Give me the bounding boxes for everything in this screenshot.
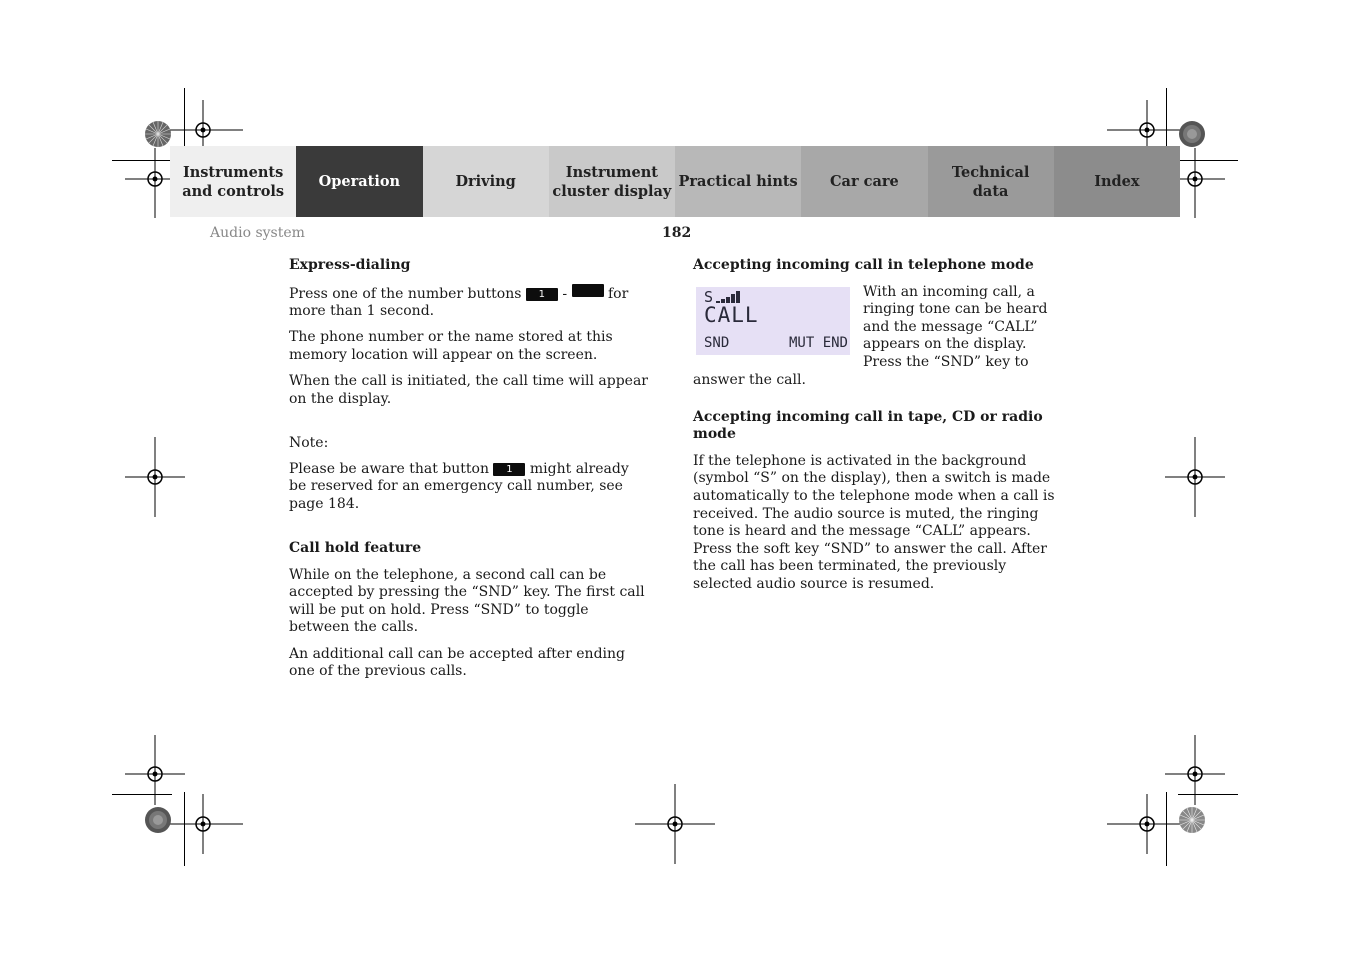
call-hold-heading: Call hold feature xyxy=(289,540,422,557)
tab-label: Technical data xyxy=(951,163,1030,200)
chapter-tabs xyxy=(170,146,1180,217)
express-dialing-heading: Express-dialing xyxy=(289,257,411,273)
note-paragraph xyxy=(289,461,649,514)
tab-index[interactable] xyxy=(1054,146,1180,217)
soft-key-right-label: MUT END xyxy=(788,334,848,351)
tab-operation[interactable] xyxy=(296,146,422,217)
tab-instruments-and-controls[interactable] xyxy=(170,146,296,217)
express-dialing-paragraph xyxy=(289,284,649,321)
registration-target-icon xyxy=(635,784,715,864)
section-title: Audio system xyxy=(210,225,305,241)
tab-label: Operation xyxy=(318,173,401,190)
memory-location-paragraph: The phone number or the name stored at this memory location will appear on the screen. xyxy=(289,329,613,363)
number-key-1: 1 xyxy=(526,288,558,301)
page-number: 182 xyxy=(662,225,692,241)
tab-car-care[interactable] xyxy=(801,146,927,217)
tab-label: Instruments and controls xyxy=(182,163,285,200)
tab-label: Instrument cluster display xyxy=(552,163,672,200)
additional-call-paragraph: An additional call can be accepted after ending one of the previous calls. xyxy=(289,645,625,680)
number-key-1: 1 xyxy=(493,463,525,476)
soft-key-left-label: SND xyxy=(704,334,730,351)
signal-bar xyxy=(721,299,725,303)
text: - xyxy=(562,285,568,302)
number-key-last xyxy=(572,284,604,297)
color-rosette-icon xyxy=(144,806,172,834)
right-column xyxy=(693,257,1061,602)
call-time-paragraph: When the call is initiated, the call time will appear on the display. xyxy=(289,372,648,407)
signal-bar xyxy=(736,291,740,303)
display-message: CALL xyxy=(704,302,759,327)
left-column xyxy=(289,257,649,689)
telephone-mode-paragraph: With an incoming call, a ringing tone can be heard and the message “CALL” appears on the display. Press the “SND” key to answer the call. xyxy=(693,283,1048,388)
registration-target-icon xyxy=(1107,784,1187,864)
signal-bar xyxy=(726,297,730,303)
tab-label: Practical hints xyxy=(678,173,798,190)
tab-practical-hints[interactable] xyxy=(675,146,801,217)
registration-target-icon xyxy=(1155,437,1235,517)
other-mode-heading: Accepting incoming call in tape, CD or radio mode xyxy=(693,408,1043,443)
tab-driving[interactable] xyxy=(423,146,549,217)
color-rosette-icon xyxy=(144,120,172,148)
color-rosette-icon xyxy=(1178,120,1206,148)
signal-strength-icon xyxy=(716,291,740,303)
text: might already be reserved for an emergency call number, see page 184. xyxy=(289,460,629,512)
tab-label: Car care xyxy=(830,173,899,190)
signal-bar xyxy=(731,294,735,303)
registration-target-icon xyxy=(115,437,195,517)
call-hold-paragraph: While on the telephone, a second call can be accepted by pressing the “SND” key. The first call will be put on hold. Press “SND” to toggle between the calls. xyxy=(289,566,645,636)
display-status-symbol: S xyxy=(704,287,715,306)
text: Please be aware that button xyxy=(289,460,489,477)
text: Press one of the number buttons xyxy=(289,285,522,302)
tab-technical-data[interactable] xyxy=(928,146,1054,217)
phone-display-illustration xyxy=(696,287,850,355)
text: for more than 1 second. xyxy=(289,285,629,320)
other-mode-paragraph: If the telephone is activated in the background (symbol “S” on the display), then a switch is made automatically to the telephone mode when a call is received. The audio source is muted, the ringing tone is heard and the message “CALL” appears. Press the soft key “SND” to answer the call. After the call has been terminated, the previously selected audio source is resumed. xyxy=(693,452,1055,592)
note-label: Note: xyxy=(289,434,329,451)
tab-label: Index xyxy=(1094,173,1140,190)
color-rosette-icon xyxy=(1178,806,1206,834)
telephone-mode-heading: Accepting incoming call in telephone mode xyxy=(693,257,1034,273)
tab-label: Driving xyxy=(455,173,516,190)
registration-target-icon xyxy=(163,784,243,864)
tab-instrument-cluster-display[interactable] xyxy=(549,146,675,217)
